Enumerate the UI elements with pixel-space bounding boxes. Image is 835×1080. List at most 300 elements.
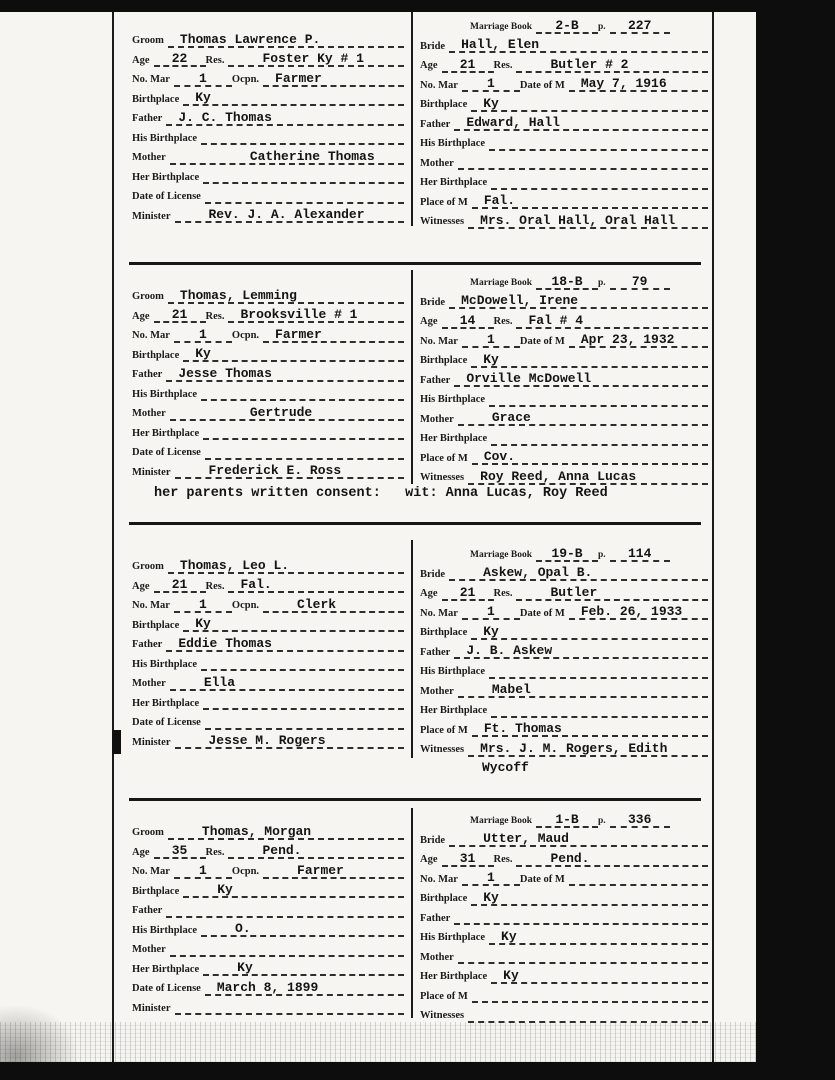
value-bride-age: 31 [459, 850, 476, 866]
field-row [420, 659, 708, 679]
dotted-leader [263, 70, 404, 87]
label-place-of-m: Place of M [420, 196, 468, 208]
field-row [132, 593, 404, 613]
value-bride-father: J. B. Askew [466, 643, 553, 658]
label-her-birthplace: Her Birthplace [420, 705, 488, 716]
value-bride-birthplace: Ky [483, 889, 499, 905]
value-groom-name: Thomas, Lemming [179, 287, 297, 303]
label-age: Age [420, 60, 438, 71]
scan-right-edge [756, 0, 835, 1080]
dotted-leader [168, 31, 404, 48]
label-birthplace: Birthplace [420, 627, 468, 638]
dotted-leader [166, 109, 404, 126]
label-date-of-license: Date of License [132, 447, 201, 458]
groom-card [132, 28, 404, 223]
label-her-birthplace: Her Birthplace [420, 177, 488, 188]
field-row [420, 92, 708, 112]
field-row [420, 73, 708, 93]
label-groom: Groom [132, 35, 164, 46]
card-center-divider [411, 270, 413, 484]
value-bride-mother: Mabel [491, 682, 531, 697]
label-no-mar: No. Mar [420, 79, 458, 91]
value-groom-birthplace: Ky [217, 882, 233, 897]
dotted-leader [569, 332, 708, 348]
field-row [420, 718, 708, 738]
label-no-mar: No. Mar [420, 335, 458, 347]
value-bride-date-of-m: Apr 23, 1932 [580, 332, 675, 347]
field-row [420, 34, 708, 54]
bride-card [420, 542, 708, 776]
field-row [132, 996, 404, 1016]
value-groom-ocpn: Farmer [275, 70, 322, 86]
field-row [132, 343, 404, 363]
record-separator [129, 522, 701, 525]
label-father: Father [420, 912, 451, 924]
value-groom-age: 22 [171, 51, 188, 66]
label-birthplace: Birthplace [132, 93, 180, 105]
label-ocpn: Ocpn. [231, 866, 260, 877]
dotted-leader [472, 193, 708, 209]
value-book: 2-B [555, 17, 579, 33]
label-page-abbrev: p. [598, 550, 606, 560]
dotted-leader [166, 365, 404, 382]
field-row [420, 964, 708, 984]
dotted-leader [610, 811, 670, 828]
label-his-birthplace: His Birthplace [420, 138, 486, 149]
dotted-leader [201, 665, 404, 671]
value-groom-ocpn: Farmer [275, 326, 322, 342]
dotted-leader [569, 880, 708, 886]
groom-card [132, 284, 404, 479]
marriage-book-row [470, 270, 708, 290]
field-row [132, 184, 404, 204]
value-bride-birthplace: Ky [483, 351, 499, 367]
value-bride-witnesses-cont: Wycoff [482, 760, 529, 775]
dotted-leader [491, 184, 708, 190]
label-his-birthplace: His Birthplace [132, 132, 198, 144]
label-witnesses: Witnesses [420, 744, 465, 755]
value-bride-res: Butler [550, 584, 598, 600]
value-bride-age: 21 [459, 584, 476, 600]
dotted-leader [472, 997, 708, 1003]
dotted-leader [154, 843, 206, 859]
field-row [420, 640, 708, 660]
label-her-birthplace: Her Birthplace [132, 427, 200, 439]
field-row [132, 460, 404, 480]
label-marriage-book: Marriage Book [470, 22, 533, 32]
label-mother: Mother [420, 951, 454, 963]
value-bride-birthplace: Ky [483, 623, 499, 639]
dotted-leader [175, 733, 405, 749]
label-witnesses: Witnesses [420, 216, 465, 227]
field-row [132, 879, 404, 899]
dotted-leader [458, 958, 708, 964]
label-ocpn: Ocpn. [231, 600, 260, 611]
label-bride: Bride [420, 40, 446, 52]
label-minister: Minister [132, 1002, 171, 1014]
dotted-leader [183, 346, 404, 362]
value-groom-no-mar: 1 [199, 326, 207, 342]
field-row [420, 1003, 708, 1023]
dotted-leader [489, 145, 708, 151]
value-groom-res: Fal. [240, 577, 272, 592]
value-groom-father: Jesse Thomas [178, 365, 272, 381]
label-ocpn: Ocpn. [231, 74, 260, 85]
value-groom-date-of-license: March 8, 1899 [216, 979, 319, 995]
label-minister: Minister [132, 466, 171, 478]
value-groom-birthplace: Ky [195, 90, 211, 105]
label-father: Father [420, 118, 451, 130]
field-row [132, 859, 404, 879]
field-row [132, 67, 404, 87]
value-book: 18-B [551, 273, 583, 289]
dotted-leader [203, 704, 404, 710]
dotted-leader [536, 273, 598, 290]
dotted-leader [201, 139, 404, 145]
dotted-leader [536, 17, 598, 34]
value-groom-res: Foster Ky # 1 [262, 51, 364, 66]
dotted-leader [228, 307, 404, 323]
label-age: Age [132, 580, 150, 592]
field-row [132, 284, 404, 304]
scan-bottom-edge [0, 1062, 835, 1080]
dotted-leader [489, 928, 708, 945]
value-groom-res: Brooksville # 1 [240, 307, 358, 322]
dotted-leader [175, 207, 405, 223]
label-age: Age [420, 316, 438, 327]
dotted-leader [154, 577, 206, 593]
value-bride-name: Askew, Opal B. [483, 565, 593, 580]
dotted-leader [154, 51, 206, 67]
label-date-of-license: Date of License [132, 983, 201, 994]
value-book: 1-B [555, 811, 579, 827]
field-row [420, 925, 708, 945]
field-row [132, 574, 404, 594]
label-father: Father [132, 905, 163, 916]
label-birthplace: Birthplace [132, 349, 180, 361]
field-row [132, 204, 404, 224]
marriage-book-row [470, 808, 708, 828]
value-bride-his-birthplace: Ky [501, 928, 517, 944]
dotted-leader [166, 635, 404, 652]
card-center-divider [411, 12, 413, 226]
dotted-leader [183, 90, 404, 106]
value-groom-ocpn: Farmer [297, 862, 344, 878]
value-bride-no-mar: 1 [487, 870, 495, 885]
dotted-leader [449, 831, 708, 847]
value-bride-age: 14 [459, 312, 476, 328]
field-row [132, 613, 404, 633]
field-row [420, 581, 708, 601]
label-her-birthplace: Her Birthplace [132, 963, 200, 975]
dotted-leader [166, 912, 404, 918]
field-row [420, 446, 708, 466]
label-father: Father [132, 113, 163, 124]
label-his-birthplace: His Birthplace [420, 666, 486, 677]
field-row [420, 209, 708, 229]
value-groom-minister: Jesse M. Rogers [208, 733, 326, 748]
field-row [420, 562, 708, 582]
field-row [420, 368, 708, 388]
label-father: Father [132, 369, 163, 380]
field-row [132, 652, 404, 672]
page-left-border [112, 12, 114, 1062]
label-witnesses: Witnesses [420, 1010, 465, 1021]
dotted-leader [205, 454, 404, 460]
label-age: Age [132, 846, 150, 858]
dotted-leader [203, 434, 404, 440]
field-row [420, 698, 708, 718]
field-row [132, 440, 404, 460]
dotted-leader [203, 178, 404, 184]
field-row [420, 620, 708, 640]
field-row [420, 465, 708, 485]
label-date-of-m: Date of M [519, 607, 565, 619]
field-row [420, 170, 708, 190]
label-his-birthplace: His Birthplace [132, 658, 198, 670]
record-separator [129, 798, 701, 801]
label-groom: Groom [132, 561, 164, 572]
value-groom-minister: Rev. J. A. Alexander [208, 207, 365, 222]
value-bride-res: Pend. [550, 850, 590, 866]
dotted-leader [442, 584, 494, 601]
label-res: Res. [205, 846, 225, 858]
field-row [420, 309, 708, 329]
scan-mark [112, 730, 121, 754]
field-row [132, 145, 404, 165]
value-groom-his-birthplace: O. [235, 921, 251, 936]
value-groom-name: Thomas Lawrence P. [179, 31, 321, 47]
scan-top-edge [0, 0, 835, 12]
value-book-page: 336 [627, 811, 652, 827]
value-bride-father: Edward, Hall [466, 115, 560, 130]
label-res: Res. [205, 580, 225, 592]
dotted-leader [536, 811, 598, 828]
field-row [132, 106, 404, 126]
label-age: Age [420, 588, 438, 599]
dotted-leader [491, 440, 708, 446]
dotted-leader [170, 148, 404, 165]
field-row [132, 840, 404, 860]
label-his-birthplace: His Birthplace [420, 394, 486, 405]
dotted-leader [168, 287, 404, 304]
dotted-leader [174, 596, 232, 613]
value-groom-no-mar: 1 [199, 862, 207, 878]
label-page-abbrev: p. [598, 22, 606, 32]
field-row [420, 190, 708, 210]
dotted-leader [516, 312, 708, 329]
value-bride-witnesses: Mrs. J. M. Rogers, Edith [480, 740, 668, 756]
label-her-birthplace: Her Birthplace [420, 971, 488, 982]
label-no-mar: No. Mar [132, 330, 170, 341]
bride-card [420, 14, 708, 229]
dotted-leader [170, 674, 404, 691]
value-bride-witnesses: Roy Reed, Anna Lucas [480, 468, 637, 484]
dotted-leader [610, 273, 670, 290]
value-groom-minister: Frederick E. Ross [208, 463, 342, 478]
label-no-mar: No. Mar [132, 74, 170, 85]
value-book-page: 114 [627, 545, 652, 561]
dotted-leader [228, 843, 404, 859]
dotted-leader [458, 410, 708, 426]
field-row [420, 290, 708, 310]
dotted-leader [174, 326, 232, 343]
dotted-leader [491, 712, 708, 718]
label-marriage-book: Marriage Book [470, 550, 533, 560]
label-his-birthplace: His Birthplace [132, 388, 198, 400]
label-res: Res. [493, 854, 513, 865]
value-groom-her-birthplace: Ky [237, 960, 253, 975]
value-groom-age: 21 [171, 577, 188, 592]
dotted-leader [610, 17, 670, 34]
label-father: Father [420, 646, 451, 658]
dotted-leader [201, 921, 404, 937]
value-bride-father: Orville McDowell [466, 371, 592, 386]
field-row [420, 329, 708, 349]
bride-card [420, 270, 708, 485]
dotted-leader [471, 351, 708, 368]
label-res: Res. [205, 54, 225, 66]
value-groom-mother: Gertrude [249, 404, 313, 420]
dotted-leader [449, 37, 708, 53]
label-his-birthplace: His Birthplace [132, 924, 198, 936]
marriage-book-row [470, 542, 708, 562]
value-bride-date-of-m: May 7, 1916 [580, 76, 667, 91]
scan-noise-band [0, 1022, 835, 1062]
value-bride-no-mar: 1 [487, 76, 495, 91]
value-bride-res: Fal # 4 [528, 312, 584, 328]
label-marriage-book: Marriage Book [470, 278, 533, 288]
dotted-leader [201, 395, 404, 401]
value-bride-mother: Grace [491, 410, 531, 425]
field-row [132, 401, 404, 421]
dotted-leader [462, 870, 520, 886]
label-bride: Bride [420, 568, 446, 580]
label-witnesses: Witnesses [420, 472, 465, 483]
label-date-of-license: Date of License [132, 717, 201, 728]
value-book-page: 227 [627, 17, 652, 33]
field-row [132, 898, 404, 918]
dotted-leader [454, 371, 708, 387]
value-bride-name: Utter, Maud [483, 831, 569, 846]
label-place-of-m: Place of M [420, 724, 468, 736]
label-birthplace: Birthplace [132, 885, 180, 897]
label-age: Age [420, 854, 438, 865]
label-mother: Mother [132, 152, 166, 163]
field-row [420, 737, 708, 757]
dotted-leader [458, 164, 708, 170]
dotted-leader [516, 56, 708, 73]
field-row [132, 937, 404, 957]
field-row [420, 886, 708, 906]
dotted-leader [174, 862, 232, 879]
dotted-leader [454, 115, 708, 131]
dotted-leader [471, 889, 708, 906]
field-row [132, 421, 404, 441]
field-row [132, 820, 404, 840]
bride-card [420, 808, 708, 1023]
label-her-birthplace: Her Birthplace [132, 697, 200, 709]
field-row [420, 679, 708, 699]
dotted-leader [442, 850, 494, 867]
record-separator [129, 262, 701, 265]
groom-card [132, 554, 404, 749]
dotted-leader [472, 449, 708, 465]
value-book-page: 79 [631, 273, 648, 289]
label-groom: Groom [132, 291, 164, 302]
dotted-leader [468, 212, 708, 229]
dotted-leader [228, 51, 404, 67]
dotted-leader [205, 724, 404, 730]
label-age: Age [132, 310, 150, 322]
label-page-abbrev: p. [598, 278, 606, 288]
label-date-of-m: Date of M [519, 335, 565, 347]
field-row [420, 426, 708, 446]
dotted-leader [462, 76, 520, 92]
dotted-leader [228, 577, 404, 593]
label-birthplace: Birthplace [420, 893, 468, 904]
label-groom: Groom [132, 827, 164, 838]
value-bride-no-mar: 1 [487, 332, 495, 347]
value-bride-age: 21 [459, 56, 476, 72]
value-groom-father: J. C. Thomas [178, 109, 272, 125]
dotted-leader [462, 332, 520, 348]
label-her-birthplace: Her Birthplace [132, 171, 200, 183]
label-age: Age [132, 54, 150, 66]
dotted-leader [168, 823, 404, 840]
value-groom-no-mar: 1 [199, 70, 207, 86]
dotted-leader [205, 198, 404, 204]
value-bride-birthplace: Ky [483, 95, 499, 111]
dotted-leader [205, 979, 404, 996]
field-row [132, 691, 404, 711]
value-bride-place-of-m: Cov. [483, 449, 516, 464]
scan-corner-smudge [0, 1004, 80, 1062]
field-row [132, 957, 404, 977]
field-row [420, 847, 708, 867]
dotted-leader [468, 468, 708, 485]
dotted-leader [263, 596, 404, 613]
label-mother: Mother [420, 157, 454, 169]
field-row [132, 730, 404, 750]
dotted-leader [454, 643, 708, 659]
label-place-of-m: Place of M [420, 990, 468, 1002]
value-groom-ocpn: Clerk [297, 596, 337, 612]
label-birthplace: Birthplace [132, 619, 180, 631]
dotted-leader [569, 76, 708, 92]
dotted-leader [183, 616, 404, 632]
dotted-leader [170, 404, 404, 421]
dotted-leader [468, 1017, 708, 1023]
label-father: Father [420, 374, 451, 386]
label-her-birthplace: Her Birthplace [420, 433, 488, 444]
dotted-leader [491, 967, 708, 984]
dotted-leader [610, 545, 670, 562]
dotted-leader [174, 70, 232, 87]
field-row [420, 387, 708, 407]
value-bride-place-of-m: Fal. [483, 193, 516, 208]
field-row [420, 945, 708, 965]
witnesses-continuation-row [420, 757, 708, 777]
dotted-leader [449, 565, 708, 581]
page-right-border [712, 12, 714, 1062]
label-no-mar: No. Mar [420, 873, 458, 885]
value-groom-name: Thomas, Leo L. [179, 557, 290, 573]
label-res: Res. [205, 310, 225, 322]
field-row [132, 87, 404, 107]
dotted-leader [471, 623, 708, 640]
value-bride-witnesses: Mrs. Oral Hall, Oral Hall [480, 212, 676, 228]
